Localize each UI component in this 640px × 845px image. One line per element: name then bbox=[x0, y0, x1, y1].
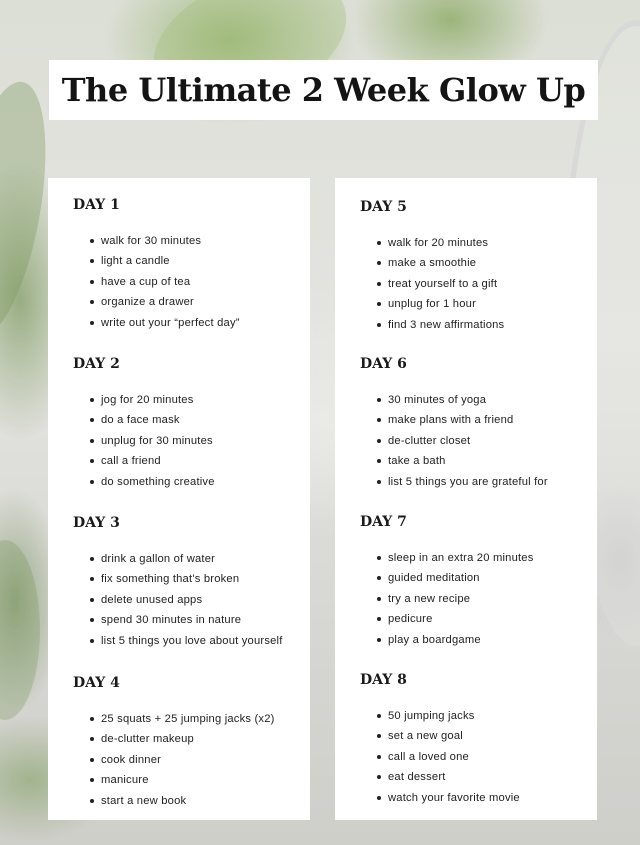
task-item: walk for 30 minutes bbox=[48, 231, 310, 251]
right-panel bbox=[335, 178, 597, 820]
task-item: pedicure bbox=[335, 609, 597, 629]
task-list bbox=[335, 233, 597, 335]
task-item: find 3 new affirmations bbox=[335, 315, 597, 335]
day-7-section bbox=[335, 512, 597, 650]
day-1-section bbox=[48, 195, 310, 333]
task-item: treat yourself to a gift bbox=[335, 274, 597, 294]
day-title: DAY 5 bbox=[360, 199, 407, 215]
day-4-section bbox=[48, 673, 310, 811]
task-item: watch your favorite movie bbox=[335, 788, 597, 808]
task-list bbox=[335, 548, 597, 650]
task-item: unplug for 1 hour bbox=[335, 294, 597, 314]
day-8-section bbox=[335, 670, 597, 808]
task-list bbox=[48, 549, 310, 651]
day-3-section bbox=[48, 513, 310, 651]
task-item: make a smoothie bbox=[335, 253, 597, 273]
task-item: light a candle bbox=[48, 251, 310, 271]
task-item: jog for 20 minutes bbox=[48, 390, 310, 410]
day-title: DAY 2 bbox=[73, 356, 120, 372]
task-item: make plans with a friend bbox=[335, 410, 597, 430]
task-item: 50 jumping jacks bbox=[335, 706, 597, 726]
day-2-section bbox=[48, 354, 310, 492]
task-list bbox=[48, 231, 310, 333]
day-title: DAY 6 bbox=[360, 356, 407, 372]
task-item: try a new recipe bbox=[335, 589, 597, 609]
task-item: list 5 things you are grateful for bbox=[335, 472, 597, 492]
task-item: de-clutter makeup bbox=[48, 729, 310, 749]
title-banner bbox=[49, 60, 598, 120]
day-title: DAY 8 bbox=[360, 672, 407, 688]
task-item: unplug for 30 minutes bbox=[48, 431, 310, 451]
task-item: do a face mask bbox=[48, 410, 310, 430]
day-6-section bbox=[335, 354, 597, 492]
task-item: write out your “perfect day” bbox=[48, 313, 310, 333]
task-item: 30 minutes of yoga bbox=[335, 390, 597, 410]
task-item: do something creative bbox=[48, 472, 310, 492]
task-item: fix something that’s broken bbox=[48, 569, 310, 589]
task-item: drink a gallon of water bbox=[48, 549, 310, 569]
task-item: take a bath bbox=[335, 451, 597, 471]
left-panel bbox=[48, 178, 310, 820]
task-item: have a cup of tea bbox=[48, 272, 310, 292]
task-item: de-clutter closet bbox=[335, 431, 597, 451]
task-item: walk for 20 minutes bbox=[335, 233, 597, 253]
task-item: set a new goal bbox=[335, 726, 597, 746]
day-5-section bbox=[335, 197, 597, 335]
task-item: guided meditation bbox=[335, 568, 597, 588]
task-item: start a new book bbox=[48, 791, 310, 811]
task-item: delete unused apps bbox=[48, 590, 310, 610]
task-item: play a boardgame bbox=[335, 630, 597, 650]
task-item: call a friend bbox=[48, 451, 310, 471]
task-item: 25 squats + 25 jumping jacks (x2) bbox=[48, 709, 310, 729]
task-item: sleep in an extra 20 minutes bbox=[335, 548, 597, 568]
task-item: call a loved one bbox=[335, 747, 597, 767]
task-list bbox=[48, 390, 310, 492]
leaf-decoration bbox=[0, 540, 40, 720]
task-list bbox=[335, 390, 597, 492]
task-item: spend 30 minutes in nature bbox=[48, 610, 310, 630]
task-item: eat dessert bbox=[335, 767, 597, 787]
day-title: DAY 3 bbox=[73, 515, 120, 531]
day-title: DAY 4 bbox=[73, 675, 120, 691]
task-list bbox=[335, 706, 597, 808]
task-item: manicure bbox=[48, 770, 310, 790]
task-item: list 5 things you love about yourself bbox=[48, 631, 310, 651]
task-list bbox=[48, 709, 310, 811]
day-title: DAY 7 bbox=[360, 514, 407, 530]
task-item: cook dinner bbox=[48, 750, 310, 770]
day-title: DAY 1 bbox=[73, 197, 120, 213]
page-title: The Ultimate 2 Week Glow Up bbox=[61, 71, 586, 109]
task-item: organize a drawer bbox=[48, 292, 310, 312]
